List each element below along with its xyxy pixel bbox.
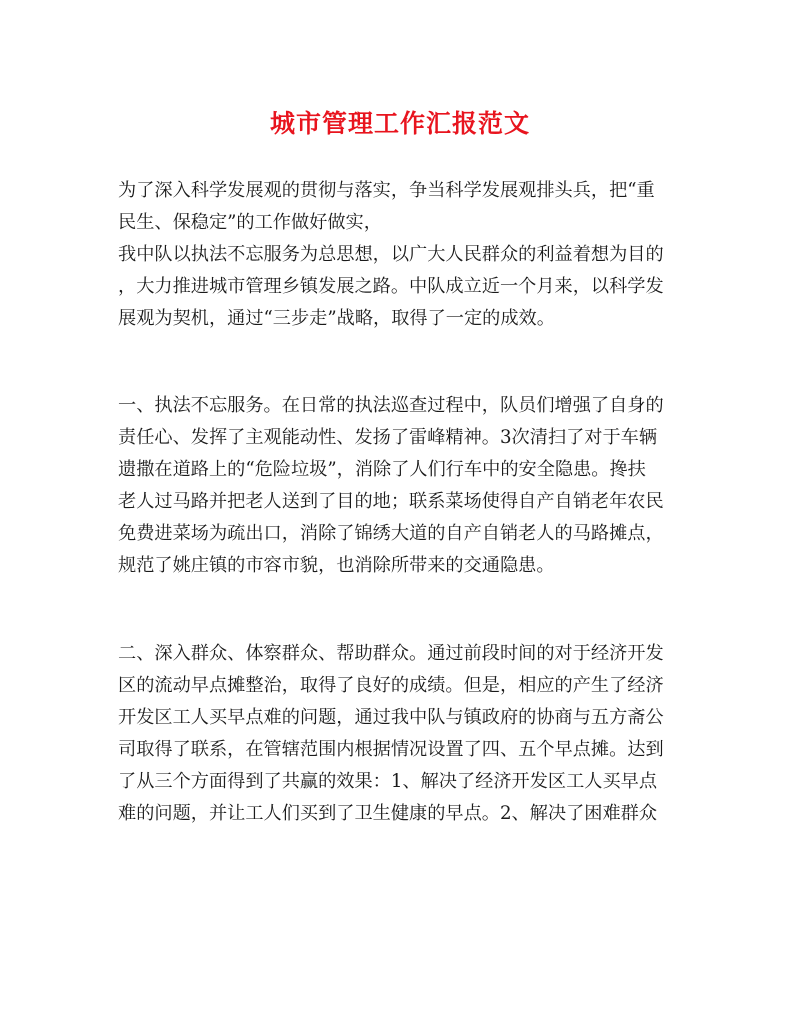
section-2-line-2: 区的流动早点摊整治，取得了良好的成绩。但是，相应的产生了经济	[118, 675, 664, 696]
section-1-line-4: 老人过马路并把老人送到了目的地；联系菜场使得自产自销老年农民	[118, 491, 664, 512]
section-2-line-3: 开发区工人买早点难的问题，通过我中队与镇政府的协商与五方斋公	[118, 707, 664, 728]
section-1-line-6: 规范了姚庄镇的市容市貌，也消除所带来的交通隐患。	[118, 555, 555, 576]
document-title: 城市管理工作汇报范文	[269, 109, 530, 138]
section-1-line-1: 一、执法不忘服务。在日常的执法巡查过程中，队员们增强了自身的	[118, 395, 664, 416]
paragraph-1-line-1: 为了深入科学发展观的贯彻与落实，争当科学发展观排头兵，把“重	[118, 180, 655, 201]
section-1-line-2: 责任心、发挥了主观能动性、发扬了雷峰精神。3次清扫了对于车辆	[118, 427, 658, 448]
paragraph-2-line-3: 展观为契机，通过“三步走”战略，取得了一定的成效。	[118, 308, 555, 329]
section-1-line-5: 免费进菜场为疏出口，消除了锦绣大道的自产自销老人的马路摊点，	[118, 523, 664, 544]
section-2-line-5: 了从三个方面得到了共赢的效果：1、解决了经济开发区工人买早点	[118, 771, 658, 792]
section-2-line-1: 二、深入群众、体察群众、帮助群众。通过前段时间的对于经济开发	[118, 643, 664, 664]
section-2-line-4: 司取得了联系，在管辖范围内根据情况设置了四、五个早点摊。达到	[118, 739, 664, 760]
paragraph-2-line-1: 我中队以执法不忘服务为总思想，以广大人民群众的利益着想为目的	[118, 244, 664, 265]
section-2-line-6: 难的问题，并让工人们买到了卫生健康的早点。2、解决了困难群众	[118, 803, 658, 824]
section-1-line-3: 遗撒在道路上的“危险垃圾”，消除了人们行车中的安全隐患。搀扶	[118, 459, 646, 480]
paragraph-1-line-2: 民生、保稳定”的工作做好做实，	[118, 212, 382, 233]
paragraph-2-line-2: ，大力推进城市管理乡镇发展之路。中队成立近一个月来，以科学发	[118, 276, 664, 297]
